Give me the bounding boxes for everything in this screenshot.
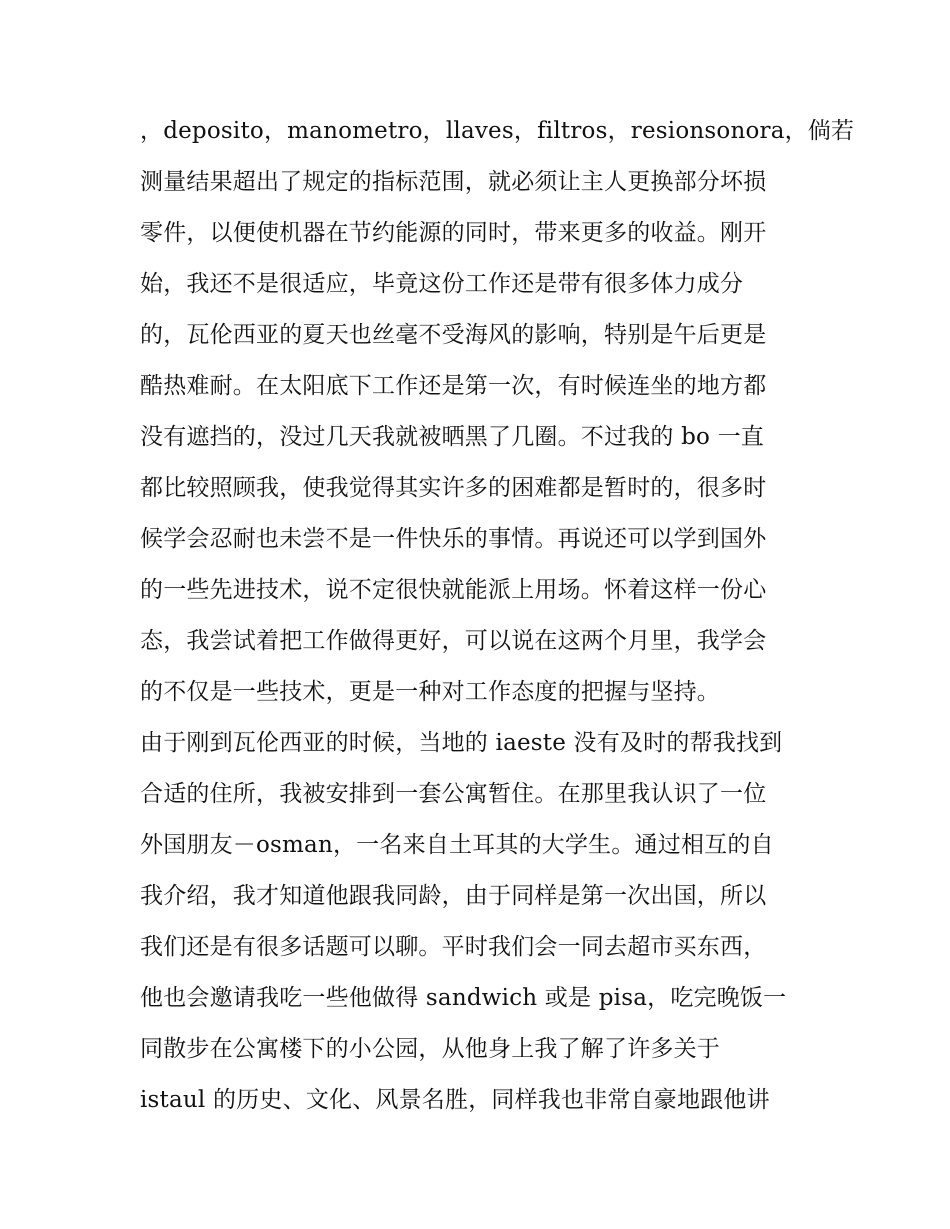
text-line: 没有遮挡的，没过几天我就被晒黑了几圈。不过我的 bo 一直	[140, 424, 764, 450]
text-line: 我介绍，我才知道他跟我同龄，由于同样是第一次出国，所以	[140, 883, 767, 909]
text-line: 态，我尝试着把工作做得更好，可以说在这两个月里，我学会	[140, 628, 767, 654]
text-line: 由于刚到瓦伦西亚的时候，当地的 iaeste 没有及时的帮我找到	[140, 730, 783, 756]
text-line: 候学会忍耐也未尝不是一件快乐的事情。再说还可以学到国外	[140, 526, 767, 552]
text-line: 合适的住所，我被安排到一套公寓暂住。在那里我认识了一位	[140, 781, 767, 807]
text-line: 外国朋友－osman，一名来自土耳其的大学生。通过相互的自	[140, 832, 774, 858]
text-line: 酷热难耐。在太阳底下工作还是第一次，有时候连坐的地方都	[140, 373, 767, 399]
text-line: 都比较照顾我，使我觉得其实许多的困难都是暂时的，很多时	[140, 475, 767, 501]
text-line: 测量结果超出了规定的指标范围，就必须让主人更换部分坏损	[140, 169, 767, 195]
text-line: 零件，以便使机器在节约能源的同时，带来更多的收益。刚开	[140, 220, 767, 246]
text-line: 始，我还不是很适应，毕竟这份工作还是带有很多体力成分	[140, 271, 744, 297]
body-text	[140, 109, 855, 1129]
text-line: istaul 的历史、文化、风景名胜，同样我也非常自豪地跟他讲	[140, 1087, 770, 1113]
text-line: 的一些先进技术，说不定很快就能派上用场。怀着这样一份心	[140, 577, 767, 603]
text-line: 同散步在公寓楼下的小公园，从他身上我了解了许多关于	[140, 1036, 720, 1062]
text-line: ，deposito，manometro，llaves，filtros，resionsonora，倘若	[140, 118, 855, 144]
text-line: 他也会邀请我吃一些他做得 sandwich 或是 pisa，吃完晚饭一	[140, 985, 787, 1011]
text-line: 的，瓦伦西亚的夏天也丝毫不受海风的影响，特别是午后更是	[140, 322, 767, 348]
text-line: 我们还是有很多话题可以聊。平时我们会一同去超市买东西，	[140, 934, 767, 960]
text-line: 的不仅是一些技术，更是一种对工作态度的把握与坚持。	[140, 679, 720, 705]
